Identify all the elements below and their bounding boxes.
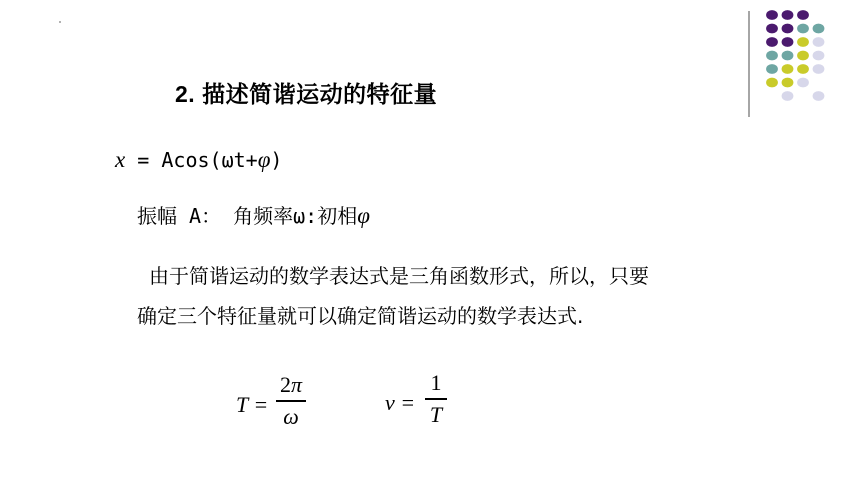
formula-expression: Acos(ωt+ [161, 148, 258, 172]
frequency-fraction [425, 370, 447, 428]
formula-close: ) [270, 148, 283, 172]
decorative-dot [813, 24, 825, 34]
decorative-dot [766, 37, 778, 47]
paragraph-line-1: 由于简谐运动的数学表达式是三角函数形式，所以，只要 [149, 264, 649, 288]
decorative-dot [782, 64, 794, 74]
decorative-dot [782, 37, 794, 47]
period-denominator: ω [283, 403, 299, 429]
decorative-vertical-rule [748, 11, 750, 117]
decorative-dot [782, 24, 794, 34]
shm-formula [115, 147, 282, 173]
decorative-dot [782, 10, 794, 20]
decorative-dot [797, 24, 809, 34]
decorative-dot [766, 24, 778, 34]
decorative-dot [813, 51, 825, 61]
formula-equals: = [137, 148, 150, 172]
frequency-lhs: ν = [385, 390, 416, 415]
corner-speck [59, 21, 61, 23]
decorative-dot [797, 10, 809, 20]
period-numerator: 2π [279, 372, 303, 397]
formula-phi: φ [257, 147, 271, 172]
angular-frequency-label: 角频率ω:初相 [233, 204, 358, 228]
parameter-list [137, 200, 370, 229]
period-lhs: T = [236, 392, 269, 417]
section-heading: 2. 描述简谐运动的特征量 [175, 81, 438, 107]
decorative-dot [766, 78, 778, 88]
frequency-numerator: 1 [430, 370, 442, 395]
decorative-dot [813, 37, 825, 47]
decorative-dot [797, 51, 809, 61]
decorative-dot [782, 51, 794, 61]
decorative-dot [782, 78, 794, 88]
period-fraction [276, 372, 306, 430]
decorative-dot [766, 10, 778, 20]
decorative-dot [766, 64, 778, 74]
decorative-dot [813, 64, 825, 74]
explanation-paragraph [137, 256, 777, 336]
decorative-dot [782, 91, 794, 101]
decorative-dot [797, 64, 809, 74]
decorative-dot [813, 91, 825, 101]
decorative-dot [797, 37, 809, 47]
phase-symbol: φ [357, 203, 370, 228]
formula-variable: x [115, 147, 126, 172]
decorative-dot [766, 51, 778, 61]
frequency-denominator: T [429, 401, 443, 427]
amplitude-label: 振幅 A： [137, 204, 222, 228]
paragraph-line-2: 确定三个特征量就可以确定简谐运动的数学表达式. [137, 304, 584, 328]
decorative-dot [797, 78, 809, 88]
